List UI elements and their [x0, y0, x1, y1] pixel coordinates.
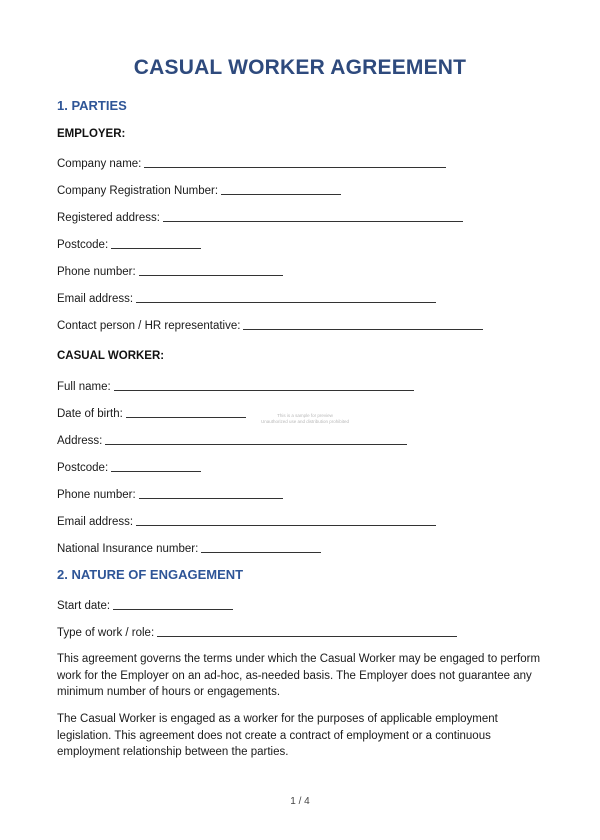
watermark-line: This is a sample for preview: [277, 413, 333, 418]
employer-heading: EMPLOYER:: [57, 128, 126, 140]
field-employer-phone[interactable]: [57, 263, 283, 278]
blank-line[interactable]: [136, 291, 436, 303]
field-worker-postcode[interactable]: [57, 459, 201, 474]
watermark-line: Unauthorized use and distribution prohibited: [260, 419, 350, 424]
blank-line[interactable]: [105, 433, 407, 445]
blank-line[interactable]: [243, 318, 483, 330]
blank-line[interactable]: [157, 625, 457, 637]
field-label: Postcode:: [57, 239, 109, 251]
field-label: Registered address:: [57, 212, 160, 224]
field-label: Phone number:: [57, 489, 136, 501]
field-label: Date of birth:: [57, 408, 123, 420]
field-worker-phone[interactable]: [57, 486, 283, 501]
preview-watermark: [240, 413, 370, 425]
field-employer-email[interactable]: [57, 290, 436, 305]
blank-line[interactable]: [201, 541, 321, 553]
blank-line[interactable]: [113, 598, 233, 610]
blank-line[interactable]: [221, 183, 341, 195]
section-heading-parties: 1. PARTIES: [57, 98, 127, 113]
field-label: Contact person / HR representative:: [57, 320, 241, 332]
field-label: Start date:: [57, 600, 111, 612]
document-title: CASUAL WORKER AGREEMENT: [133, 56, 467, 79]
field-worker-email[interactable]: [57, 513, 436, 528]
blank-line[interactable]: [163, 210, 463, 222]
field-contact-person[interactable]: [57, 317, 483, 332]
field-label: Address:: [57, 435, 103, 447]
section-heading-nature-of-engagement: 2. NATURE OF ENGAGEMENT: [57, 567, 244, 582]
blank-line[interactable]: [136, 514, 436, 526]
field-employer-postcode[interactable]: [57, 236, 201, 251]
field-label: Email address:: [57, 293, 134, 305]
field-company-registration-number[interactable]: [57, 182, 341, 197]
blank-line[interactable]: [126, 406, 246, 418]
blank-line[interactable]: [111, 460, 201, 472]
blank-line[interactable]: [144, 156, 446, 168]
field-label: Company name:: [57, 158, 142, 170]
paragraph-engagement-terms: This agreement governs the terms under which the Casual Worker may be engaged to perform work for the Employer on an ad-hoc, as-needed basis. The Employer does not guarantee any minimum number of hours or engagements.: [57, 653, 541, 698]
blank-line[interactable]: [139, 487, 283, 499]
field-label: Type of work / role:: [57, 627, 155, 639]
field-label: Phone number:: [57, 266, 136, 278]
page-number: 1 / 4: [290, 796, 310, 807]
field-registered-address[interactable]: [57, 209, 463, 224]
field-national-insurance-number[interactable]: [57, 540, 321, 555]
field-label: Email address:: [57, 516, 134, 528]
field-company-name[interactable]: [57, 155, 446, 170]
field-type-of-work[interactable]: [57, 624, 457, 639]
casual-worker-heading: CASUAL WORKER:: [57, 350, 165, 362]
paragraph-worker-status: The Casual Worker is engaged as a worker for the purposes of applicable employment legislation. This agreement does not create a contract of employment or a continuous employment relationship between the parties.: [57, 713, 498, 758]
field-start-date[interactable]: [57, 597, 233, 612]
field-label: Full name:: [57, 381, 111, 393]
field-full-name[interactable]: [57, 378, 414, 393]
field-label: Company Registration Number:: [57, 185, 219, 197]
field-worker-address[interactable]: [57, 432, 407, 447]
blank-line[interactable]: [139, 264, 283, 276]
blank-line[interactable]: [111, 237, 201, 249]
blank-line[interactable]: [114, 379, 414, 391]
field-label: Postcode:: [57, 462, 109, 474]
field-label: National Insurance number:: [57, 543, 199, 555]
field-date-of-birth[interactable]: [57, 405, 246, 420]
